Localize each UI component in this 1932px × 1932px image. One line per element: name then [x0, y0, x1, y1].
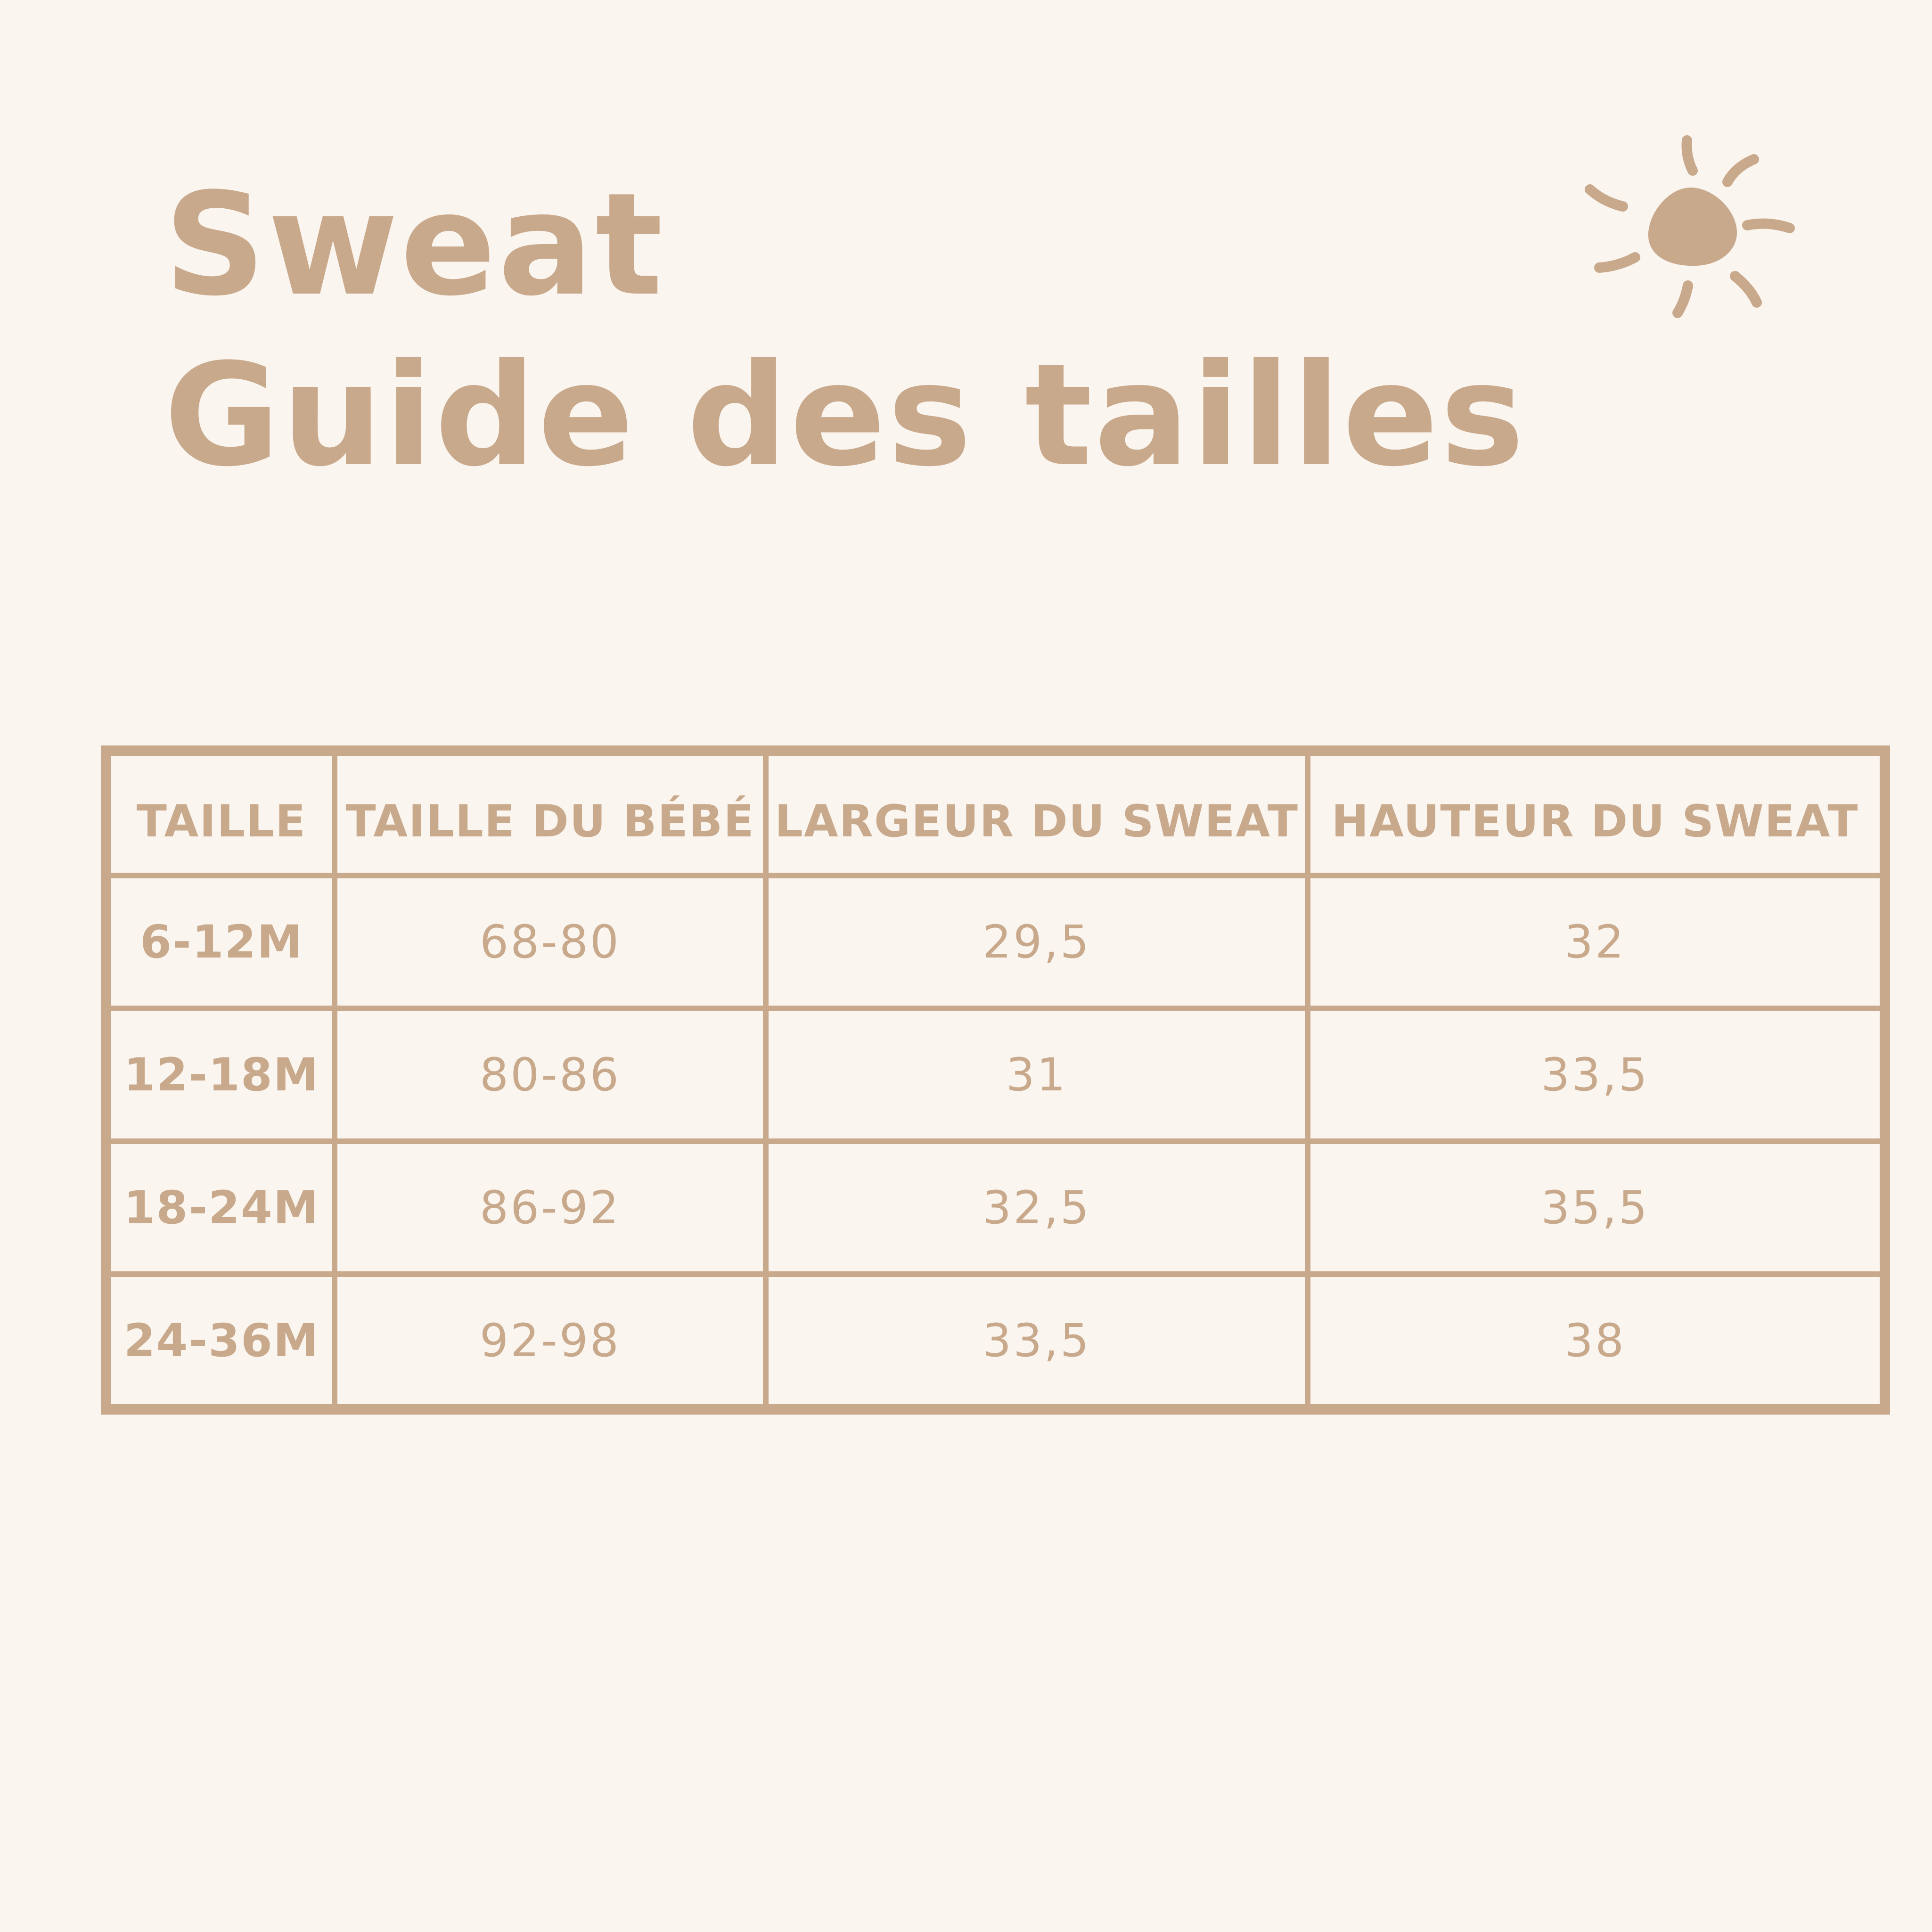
baby-size-cell: 68-80: [335, 876, 766, 1008]
sweat-width-cell: 33,5: [766, 1274, 1308, 1407]
table-row: [108, 1141, 1883, 1274]
sun-icon: [1569, 127, 1814, 335]
title-size-guide: Guide des tailles: [164, 333, 1526, 498]
sweat-height-cell: 32: [1308, 876, 1883, 1008]
baby-size-cell: 80-86: [335, 1008, 766, 1141]
sun-ray-top-right: [1727, 159, 1754, 182]
sweat-width-cell: 29,5: [766, 876, 1308, 1008]
header-taille: TAILLE: [108, 753, 335, 876]
header-largeur-du-sweat: LARGEUR DU SWEAT: [766, 753, 1308, 876]
size-guide-table: [106, 750, 1885, 1410]
table-row: [108, 1008, 1883, 1141]
size-label: 18-24M: [108, 1141, 335, 1274]
sun-ray-top: [1687, 140, 1693, 171]
baby-size-cell: 86-92: [335, 1141, 766, 1274]
sun-core: [1648, 188, 1737, 266]
header-hauteur-du-sweat: HAUTEUR DU SWEAT: [1308, 753, 1883, 876]
size-label: 6-12M: [108, 876, 335, 1008]
sweat-height-cell: 33,5: [1308, 1008, 1883, 1141]
table-row: [108, 1274, 1883, 1407]
sweat-width-cell: 31: [766, 1008, 1308, 1141]
sun-ray-bottom: [1678, 286, 1688, 313]
sun-ray-bottom-right: [1735, 276, 1757, 303]
size-label: 24-36M: [108, 1274, 335, 1407]
header-taille-du-bebe: TAILLE DU BÉBÉ: [335, 753, 766, 876]
table-header-row: [108, 753, 1883, 876]
sun-ray-left: [1590, 189, 1623, 206]
size-label: 12-18M: [108, 1008, 335, 1141]
sun-ray-right: [1747, 224, 1790, 228]
sweat-height-cell: 38: [1308, 1274, 1883, 1407]
sweat-width-cell: 32,5: [766, 1141, 1308, 1274]
sweat-height-cell: 35,5: [1308, 1141, 1883, 1274]
title-sweat: Sweat: [164, 163, 665, 327]
baby-size-cell: 92-98: [335, 1274, 766, 1407]
sun-ray-bottom-left: [1599, 257, 1635, 268]
table-row: [108, 876, 1883, 1008]
